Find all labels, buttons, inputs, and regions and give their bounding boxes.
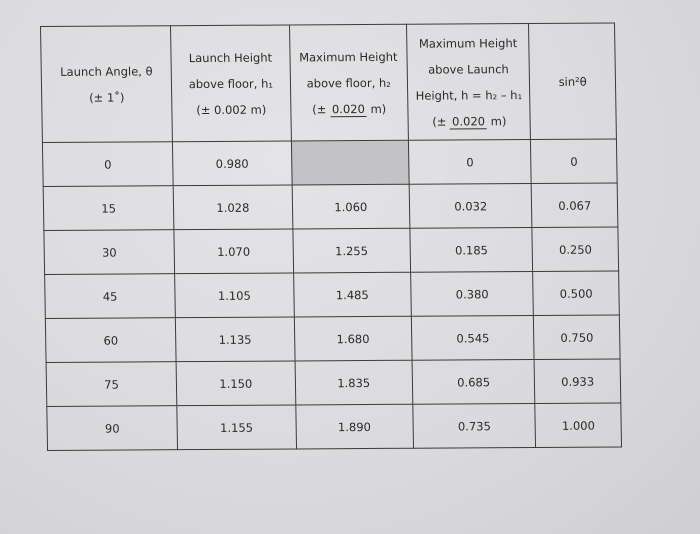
cell-h1: 1.070	[174, 229, 293, 274]
header-row	[41, 23, 617, 142]
cell-h: 0.380	[411, 271, 534, 316]
cell-sin2: 1.000	[535, 403, 621, 448]
cell-h: 0.685	[412, 359, 535, 404]
cell-h1: 1.150	[176, 361, 295, 406]
cell-angle: 0	[42, 142, 173, 187]
cell-h2: 1.890	[295, 404, 413, 449]
header-launch-height-uncertainty: (± 0.002 m)	[196, 102, 267, 117]
data-table	[40, 22, 622, 450]
uncertainty-value: 0.020	[450, 114, 487, 129]
header-max-height-launch	[407, 24, 531, 141]
table-row	[47, 403, 622, 451]
cell-h2: 1.060	[292, 184, 410, 229]
uncertainty-prefix: (±	[432, 114, 447, 129]
table-row	[46, 359, 621, 407]
cell-sin2: 0.933	[535, 359, 621, 404]
table-row	[45, 315, 620, 363]
cell-h2: 1.680	[294, 316, 412, 361]
header-sin2-label: sin²θ	[558, 74, 587, 89]
cell-angle: 45	[45, 274, 176, 319]
cell-h2: 1.835	[295, 360, 413, 405]
table-row	[45, 271, 620, 319]
header-max-height-launch-uncertainty	[408, 108, 530, 135]
cell-sin2: 0.250	[532, 227, 618, 272]
cell-angle: 30	[44, 230, 175, 275]
cell-h: 0.735	[413, 403, 536, 448]
cell-angle: 75	[46, 362, 177, 407]
header-max-height-launch-label: Maximum Height	[418, 35, 518, 51]
header-max-height-sub: above floor, h₂	[306, 75, 391, 90]
header-max-height-launch-sub: above Launch	[428, 61, 509, 77]
header-max-height-uncertainty	[291, 95, 408, 122]
cell-h2: 1.485	[293, 272, 411, 317]
header-launch-height-label: Launch Height	[188, 50, 273, 65]
uncertainty-value: 0.020	[330, 102, 367, 117]
cell-h1: 1.105	[175, 273, 294, 318]
cell-h1: 1.135	[176, 317, 295, 362]
cell-angle: 90	[47, 406, 178, 451]
cell-h: 0.032	[409, 184, 532, 229]
table-row	[43, 183, 618, 231]
header-launch-angle-uncertainty: (± 1˚)	[89, 89, 125, 105]
header-max-height-label: Maximum Height	[299, 49, 398, 64]
cell-sin2: 0.067	[532, 183, 618, 228]
cell-h2-shaded	[291, 140, 409, 185]
header-launch-height	[171, 25, 291, 142]
cell-sin2: 0	[531, 139, 617, 184]
header-launch-angle-label: Launch Angle, θ	[60, 63, 153, 79]
cell-angle: 15	[43, 186, 174, 231]
header-max-height	[289, 24, 408, 141]
cell-h: 0	[408, 140, 531, 185]
uncertainty-suffix: m)	[490, 113, 507, 128]
cell-sin2: 0.750	[534, 315, 620, 360]
header-launch-height-sub: above floor, h₁	[188, 76, 274, 91]
header-launch-angle	[41, 26, 173, 143]
cell-sin2: 0.500	[533, 271, 619, 316]
cell-h: 0.545	[411, 315, 534, 360]
header-sin2	[529, 23, 616, 140]
table-row	[44, 227, 619, 275]
cell-h2: 1.255	[292, 228, 410, 273]
cell-h1: 0.980	[173, 141, 292, 186]
cell-angle: 60	[45, 318, 176, 363]
uncertainty-prefix: (±	[312, 101, 327, 116]
table-row	[42, 139, 617, 187]
cell-h1: 1.028	[173, 185, 292, 230]
uncertainty-suffix: m)	[370, 101, 387, 116]
cell-h: 0.185	[410, 227, 533, 272]
cell-h1: 1.155	[177, 405, 296, 450]
header-max-height-launch-formula: Height, h = h₂ – h₁	[415, 87, 523, 103]
